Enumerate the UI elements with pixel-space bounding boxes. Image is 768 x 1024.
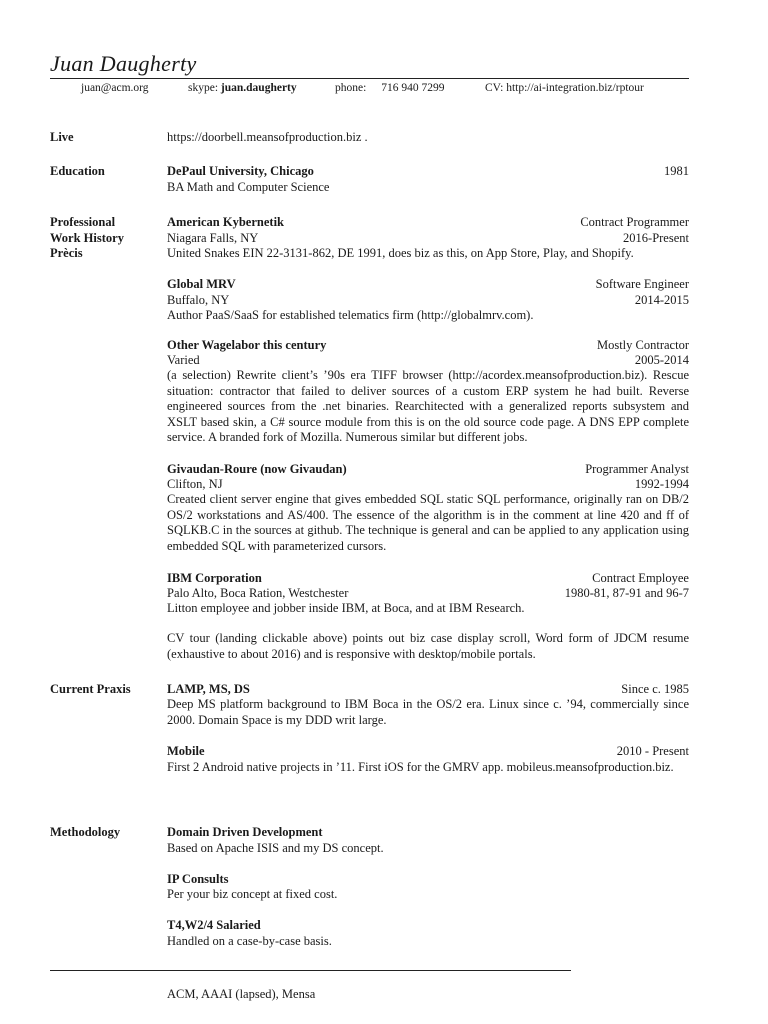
education-school: DePaul University, Chicago: [167, 164, 314, 178]
job-dates: 1980-81, 87-91 and 96-7: [564, 586, 689, 600]
contact-phone: [335, 80, 444, 96]
job-description: (a selection) Rewrite client’s ’90s era TIFF browser (http://acordex.meansofproduction.biz). Rescue situation: contractor that failed to deliver sources of a custom ERP system he had built. Reverse engineered sources from the .net binaries. Rearchitected with a generalized reports subsystem and XSLT based skin, a C# source module from this is on the old source code page. A DNS EPP complete service. A branded fork of Mozilla. Numerous similar but different jobs.: [167, 368, 689, 444]
education-degree: BA Math and Computer Science: [167, 180, 330, 194]
job-description: Litton employee and jobber inside IBM, at Boca, and at IBM Research.: [167, 601, 525, 615]
memberships: ACM, AAAI (lapsed), Mensa: [167, 987, 316, 1001]
job-place: Clifton, NJ: [167, 477, 223, 491]
job-place: Niagara Falls, NY: [167, 231, 259, 245]
job-role: Contract Programmer: [580, 215, 689, 229]
section-label-live: Live: [50, 130, 74, 144]
job-org: Other Wagelabor this century: [167, 338, 327, 352]
method-description: Based on Apache ISIS and my DS concept.: [167, 841, 384, 855]
job-role: Programmer Analyst: [585, 462, 689, 476]
praxis-dates: 2010 - Present: [616, 744, 689, 758]
job-role: Software Engineer: [595, 277, 689, 291]
method-title: IP Consults: [167, 872, 229, 886]
praxis-title: LAMP, MS, DS: [167, 682, 250, 696]
phone-value: 716 940 7299: [381, 82, 445, 94]
job-dates: 2005-2014: [634, 353, 689, 367]
section-label-education: Education: [50, 164, 105, 178]
phone-label: phone:: [335, 82, 367, 94]
section-label-work-3: Prècis: [50, 246, 83, 260]
section-label-work-2: Work History: [50, 231, 124, 245]
job-org: American Kybernetik: [167, 215, 284, 229]
method-description: Handled on a case-by-case basis.: [167, 934, 332, 948]
job-dates: 2016-Present: [623, 231, 689, 245]
job-description: Author PaaS/SaaS for established telematics firm (http://globalmrv.com).: [167, 308, 534, 322]
footer-rule: [50, 970, 571, 971]
job-place: Palo Alto, Boca Ration, Westchester: [167, 586, 349, 600]
contact-skype: [188, 80, 297, 96]
praxis-description: First 2 Android native projects in ’11. First iOS for the GMRV app. mobileus.meansofproduction.biz.: [167, 760, 674, 774]
contact-cv-link: CV: http://ai-integration.biz/rptour: [485, 82, 644, 94]
job-dates: 1992-1994: [634, 477, 689, 491]
job-role: Contract Employee: [592, 571, 689, 585]
skype-value: juan.daugherty: [220, 82, 297, 94]
job-org: IBM Corporation: [167, 571, 262, 585]
praxis-dates: Since c. 1985: [621, 682, 689, 696]
job-place: Buffalo, NY: [167, 293, 230, 307]
job-role: Mostly Contractor: [596, 338, 689, 352]
job-org: Givaudan-Roure (now Givaudan): [167, 462, 347, 476]
praxis-description: Deep MS platform background to IBM Boca in the OS/2 era. Linux since c. ’94, commercially since 2000. Domain Space is my DDD writ large.: [167, 697, 689, 727]
section-label-methodology: Methodology: [50, 825, 121, 839]
praxis-title: Mobile: [167, 744, 205, 758]
method-title: T4,W2/4 Salaried: [167, 918, 261, 932]
contact-email: juan@acm.org: [81, 82, 149, 94]
section-label-work-1: Professional: [50, 215, 116, 229]
job-place: Varied: [167, 353, 200, 367]
job-description: United Snakes EIN 22-3131-862, DE 1991, does biz as this, on App Store, Play, and Shopify.: [167, 246, 634, 260]
job-org: Global MRV: [167, 277, 236, 291]
resume-name: Juan Daugherty: [50, 51, 197, 76]
header-rule: [50, 78, 689, 79]
method-description: Per your biz concept at fixed cost.: [167, 887, 338, 901]
job-dates: 2014-2015: [634, 293, 689, 307]
method-title: Domain Driven Development: [167, 825, 323, 839]
education-year: 1981: [664, 164, 689, 178]
skype-label: skype:: [188, 82, 219, 94]
cv-tour-note: CV tour (landing clickable above) points out biz case display scroll, Word form of JDCM resume (exhaustive to about 2016) and is responsive with desktop/mobile portals.: [167, 631, 689, 661]
job-description: Created client server engine that gives embedded SQL static SQL performance, originally ran on DB/2 OS/2 workstations and AS/400. The essence of the algorithm is in the comment at line 420 and ff of SQLKB.C in the sources at github. The technique is general and can be applied to any application using embedded SQL with parameterized cursors.: [167, 492, 689, 553]
live-url: https://doorbell.meansofproduction.biz .: [167, 130, 368, 144]
section-label-praxis: Current Praxis: [50, 682, 131, 696]
